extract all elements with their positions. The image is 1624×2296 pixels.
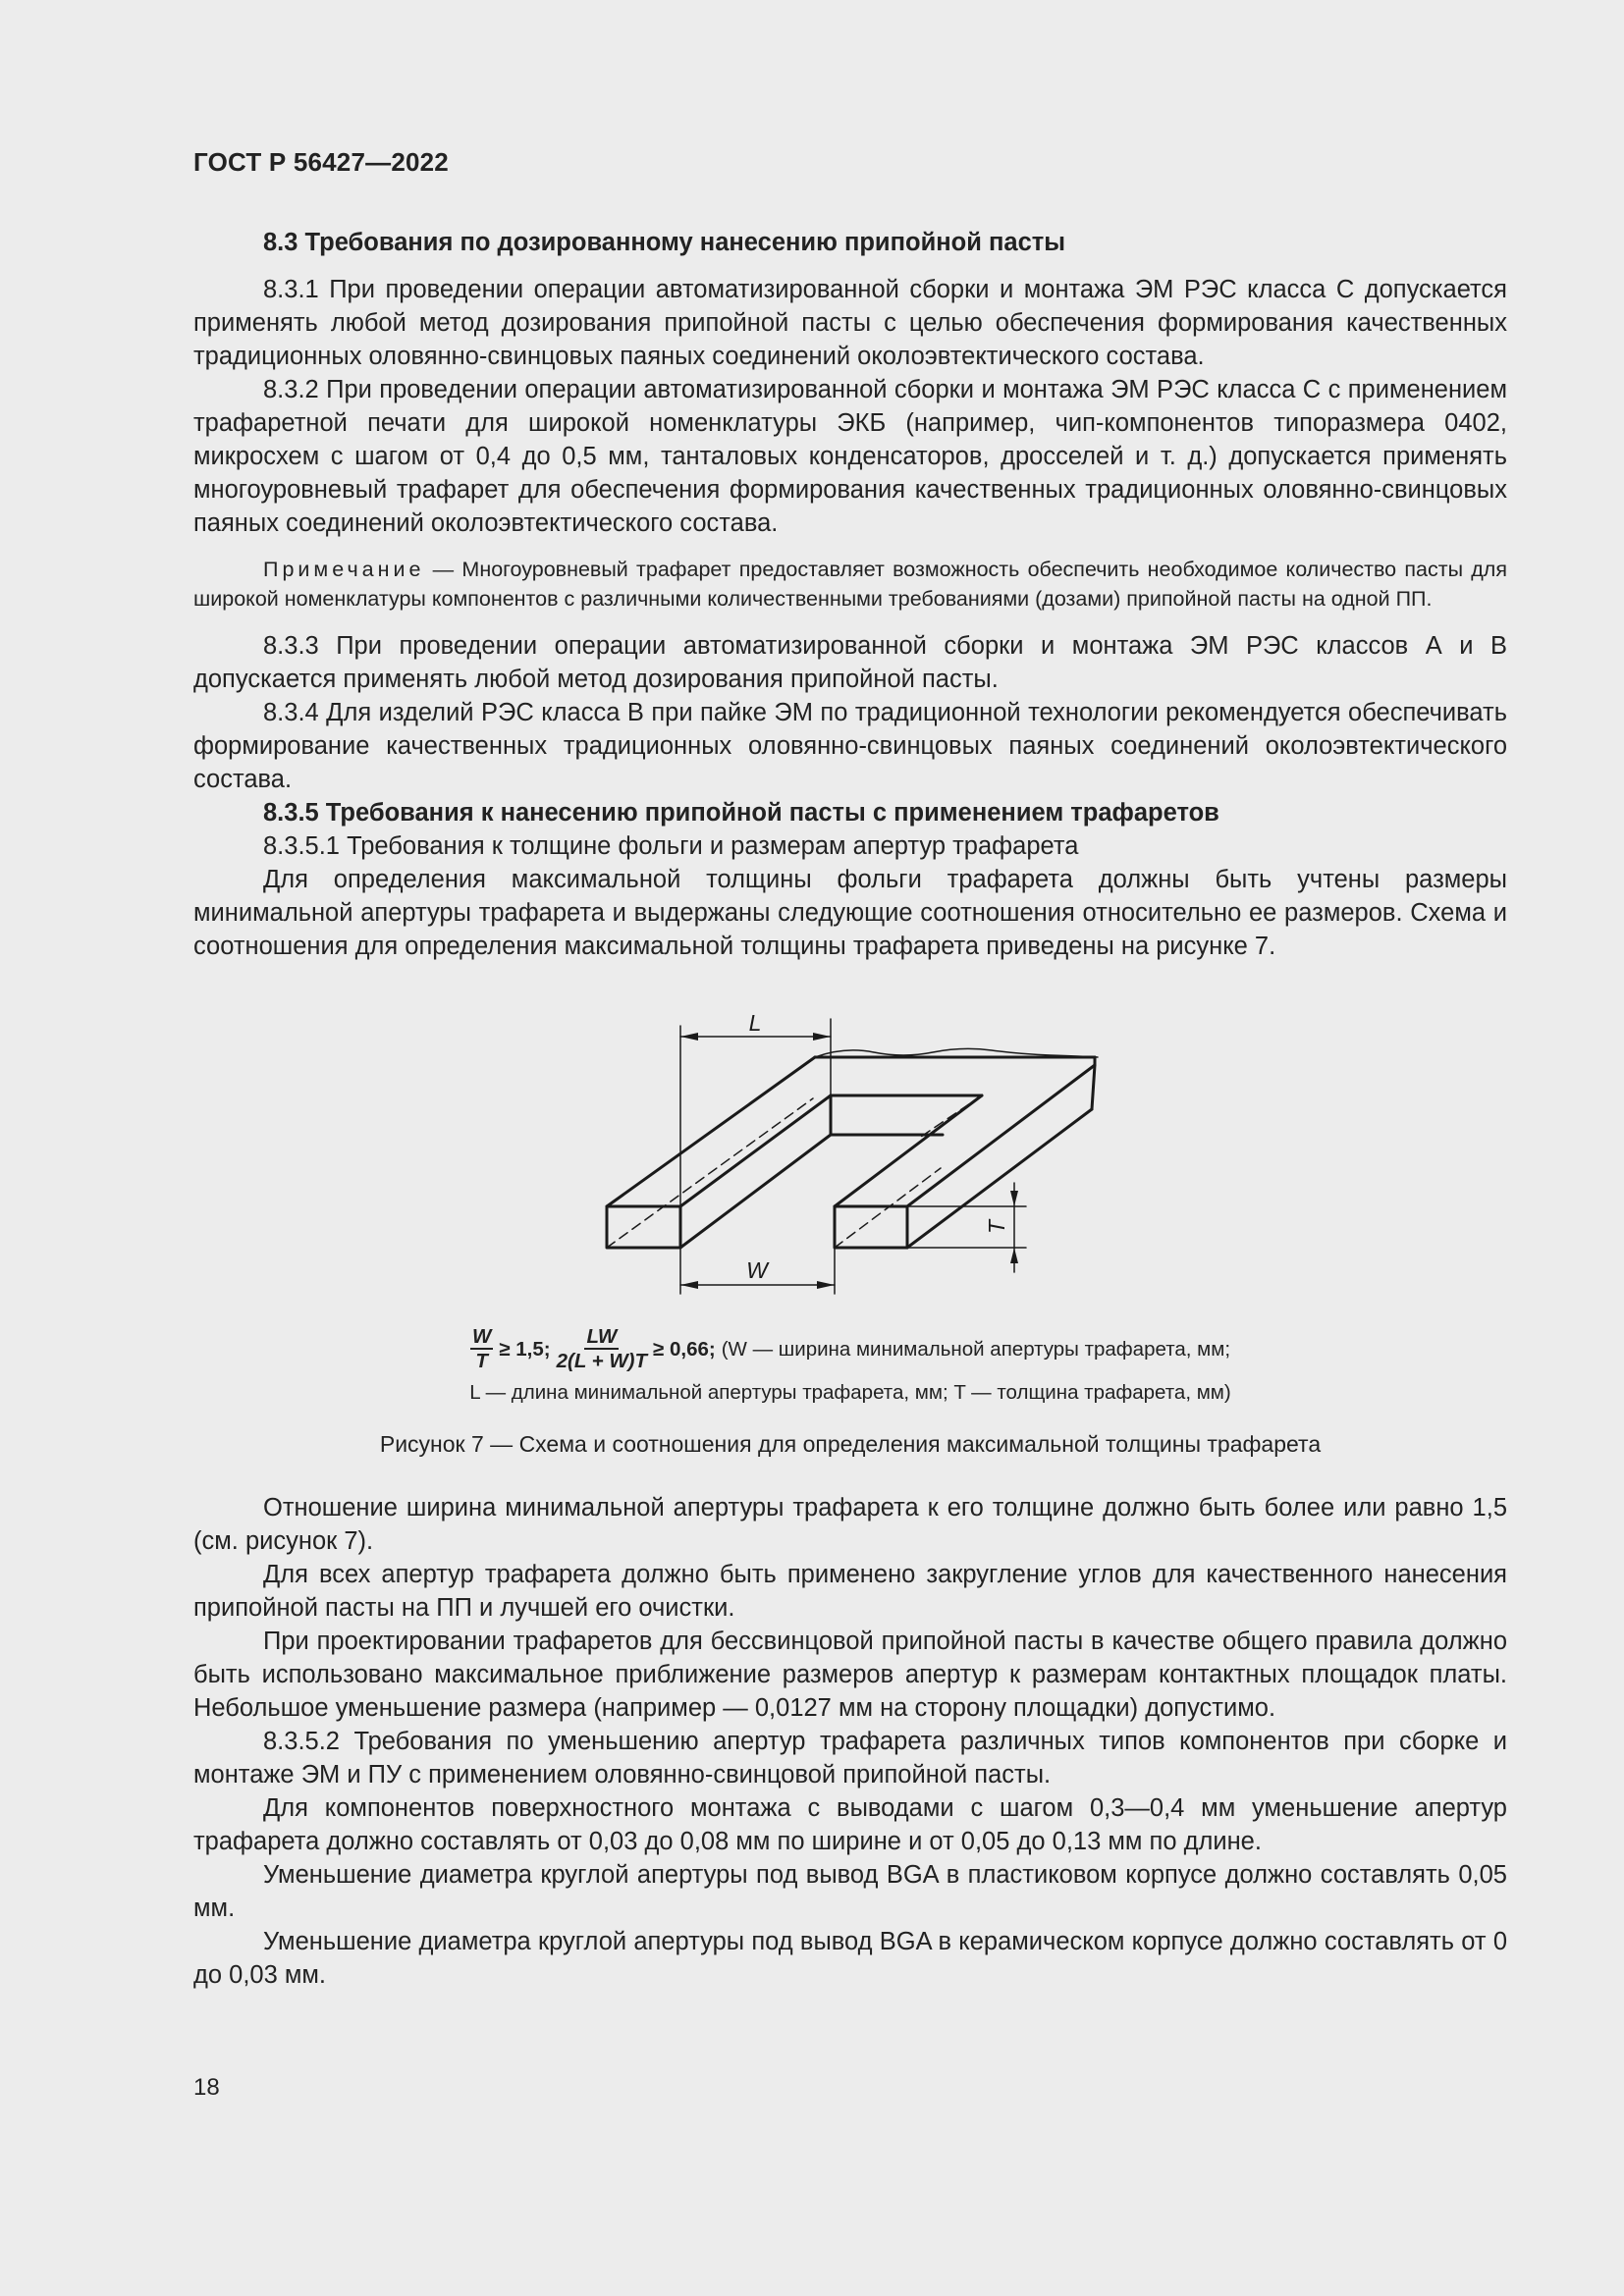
paragraph-rounding: Для всех апертур трафарета должно быть применено закругление углов для качественного нанесения припойной пасты на ПП и лучшей его очистки.	[193, 1561, 1507, 1622]
paragraph-bga-plastic: Уменьшение диаметра круглой апертуры под вывод BGA в пластиковом корпусе должно составлять 0,05 мм.	[193, 1861, 1507, 1922]
note-text: — Многоуровневый трафарет предоставляет возможность обеспечить необходимое количество пасты для широкой номенклатуры компонентов с различными количественными требованиями (дозами) припойной пасты на одной ПП.	[193, 558, 1507, 611]
arrow-t-bottom	[1010, 1248, 1018, 1263]
formula-explanation-2: L — длина минимальной апертуры трафарета, мм; T — толщина трафарета, мм)	[469, 1381, 1231, 1404]
page-number: 18	[193, 2074, 220, 2101]
relation-1: ≥ 1,5;	[499, 1338, 551, 1361]
text-block-top	[193, 226, 1507, 963]
paragraph-8-3-5-2: 8.3.5.2 Требования по уменьшению апертур трафарета различных типов компонентов при сборке и монтаже ЭМ и ПУ с применением оловянно-свинцовой припойной пасты.	[193, 1728, 1507, 1789]
paragraph-smd-pitch: Для компонентов поверхностного монтажа с выводами с шагом 0,3—0,4 мм уменьшение апертур трафарета должно составлять от 0,03 до 0,08 мм по ширине и от 0,05 до 0,13 мм по длине.	[193, 1794, 1507, 1855]
fraction-denominator: 2(L + W)T	[556, 1350, 648, 1372]
paragraph-8-3-3: 8.3.3 При проведении операции автоматизированной сборки и монтажа ЭМ РЭС классов А и В допускается применять любой метод дозирования припойной пасты.	[193, 632, 1507, 693]
arrow-t-top	[1010, 1191, 1018, 1206]
fraction-w-over-t	[470, 1326, 493, 1373]
arrow-w-right	[817, 1281, 835, 1289]
document-code: ГОСТ Р 56427—2022	[193, 147, 449, 177]
dimension-label-w: W	[746, 1257, 768, 1283]
paragraph-ratio: Отношение ширина минимальной апертуры трафарета к его толщине должно быть более или равно 1,5 (см. рисунок 7).	[193, 1494, 1507, 1555]
dimension-label-t: T	[984, 1219, 1009, 1235]
formula-line-1	[470, 1326, 1230, 1373]
paragraph-8-3-2: 8.3.2 При проведении операции автоматизированной сборки и монтажа ЭМ РЭС класса С с применением трафаретной печати для широкой номенклатуры ЭКБ (например, чип-компонентов типоразмера 0402, микросхем с шагом от 0,4 до 0,5 мм, танталовых конденсаторов, дросселей и т. д.) допускается применять многоуровневый трафарет для обеспечения формирования качественных традиционных оловянно-свинцовых паяных соединений околоэвтектического состава.	[193, 376, 1507, 537]
fraction-denominator: T	[475, 1350, 488, 1372]
fraction-numerator: LW	[586, 1325, 618, 1348]
fraction-numerator: W	[471, 1325, 492, 1348]
note-label: Примечание	[263, 558, 425, 581]
text-block-bottom	[193, 1491, 1507, 1992]
dimension-label-l: L	[748, 1010, 762, 1036]
arrow-l-right	[813, 1033, 831, 1041]
fraction-lw-expression	[557, 1326, 647, 1373]
right-bar-top-inner-edge	[835, 1095, 982, 1206]
paragraph-lead-free: При проектировании трафаретов для бессвинцовой припойной пасты в качестве общего правила должно быть использовано максимальное приближение размеров апертур к размерам контактных площадок платы. Небольшое уменьшение размера (например — 0,0127 мм на сторону площадки) допустимо.	[193, 1628, 1507, 1722]
paragraph-bga-ceramic: Уменьшение диаметра круглой апертуры под вывод BGA в керамическом корпусе должно составлять от 0 до 0,03 мм.	[193, 1928, 1507, 1989]
paragraph-8-3-4: 8.3.4 Для изделий РЭС класса В при пайке ЭМ по традиционной технологии рекомендуется обеспечивать формирование качественных традиционных оловянно-свинцовых паяных соединений околоэвтектического состава.	[193, 699, 1507, 793]
figure-caption: Рисунок 7 — Схема и соотношения для определения максимальной толщины трафарета	[379, 1431, 1322, 1457]
relation-2: ≥ 0,66;	[653, 1338, 716, 1361]
arrow-l-left	[680, 1033, 698, 1041]
paragraph-8-3-1: 8.3.1 При проведении операции автоматизированной сборки и монтажа ЭМ РЭС класса С допускается применять любой метод дозирования припойной пасты с целью обеспечения формирования качественных традиционных оловянно-свинцовых паяных соединений околоэвтектического состава.	[193, 276, 1507, 370]
section-heading-8-3: 8.3 Требования по дозированному нанесению припойной пасты	[263, 229, 1066, 256]
note-paragraph	[193, 555, 1507, 614]
paragraph-figure-intro: Для определения максимальной толщины фольги трафарета должны быть учтены размеры минимальной апертуры трафарета и выдержаны следующие соотношения относительно ее размеров. Схема и соотношения для определения максимальной толщины трафарета приведены на рисунке 7.	[193, 866, 1507, 960]
formula-explanation-1: (W — ширина минимальной апертуры трафарета, мм;	[721, 1338, 1231, 1361]
left-bar-front-face	[607, 1206, 680, 1248]
right-bar-front-face	[835, 1206, 907, 1248]
arrow-w-left	[680, 1281, 698, 1289]
formula-block	[193, 1325, 1507, 1405]
right-end-edge	[1092, 1057, 1095, 1109]
paragraph-8-3-5-1: 8.3.5.1 Требования к толщине фольги и размерам апертур трафарета	[263, 832, 1079, 860]
stencil-aperture-diagram	[599, 1009, 1110, 1313]
section-heading-8-3-5: 8.3.5 Требования к нанесению припойной пасты с применением трафаретов	[263, 799, 1219, 827]
